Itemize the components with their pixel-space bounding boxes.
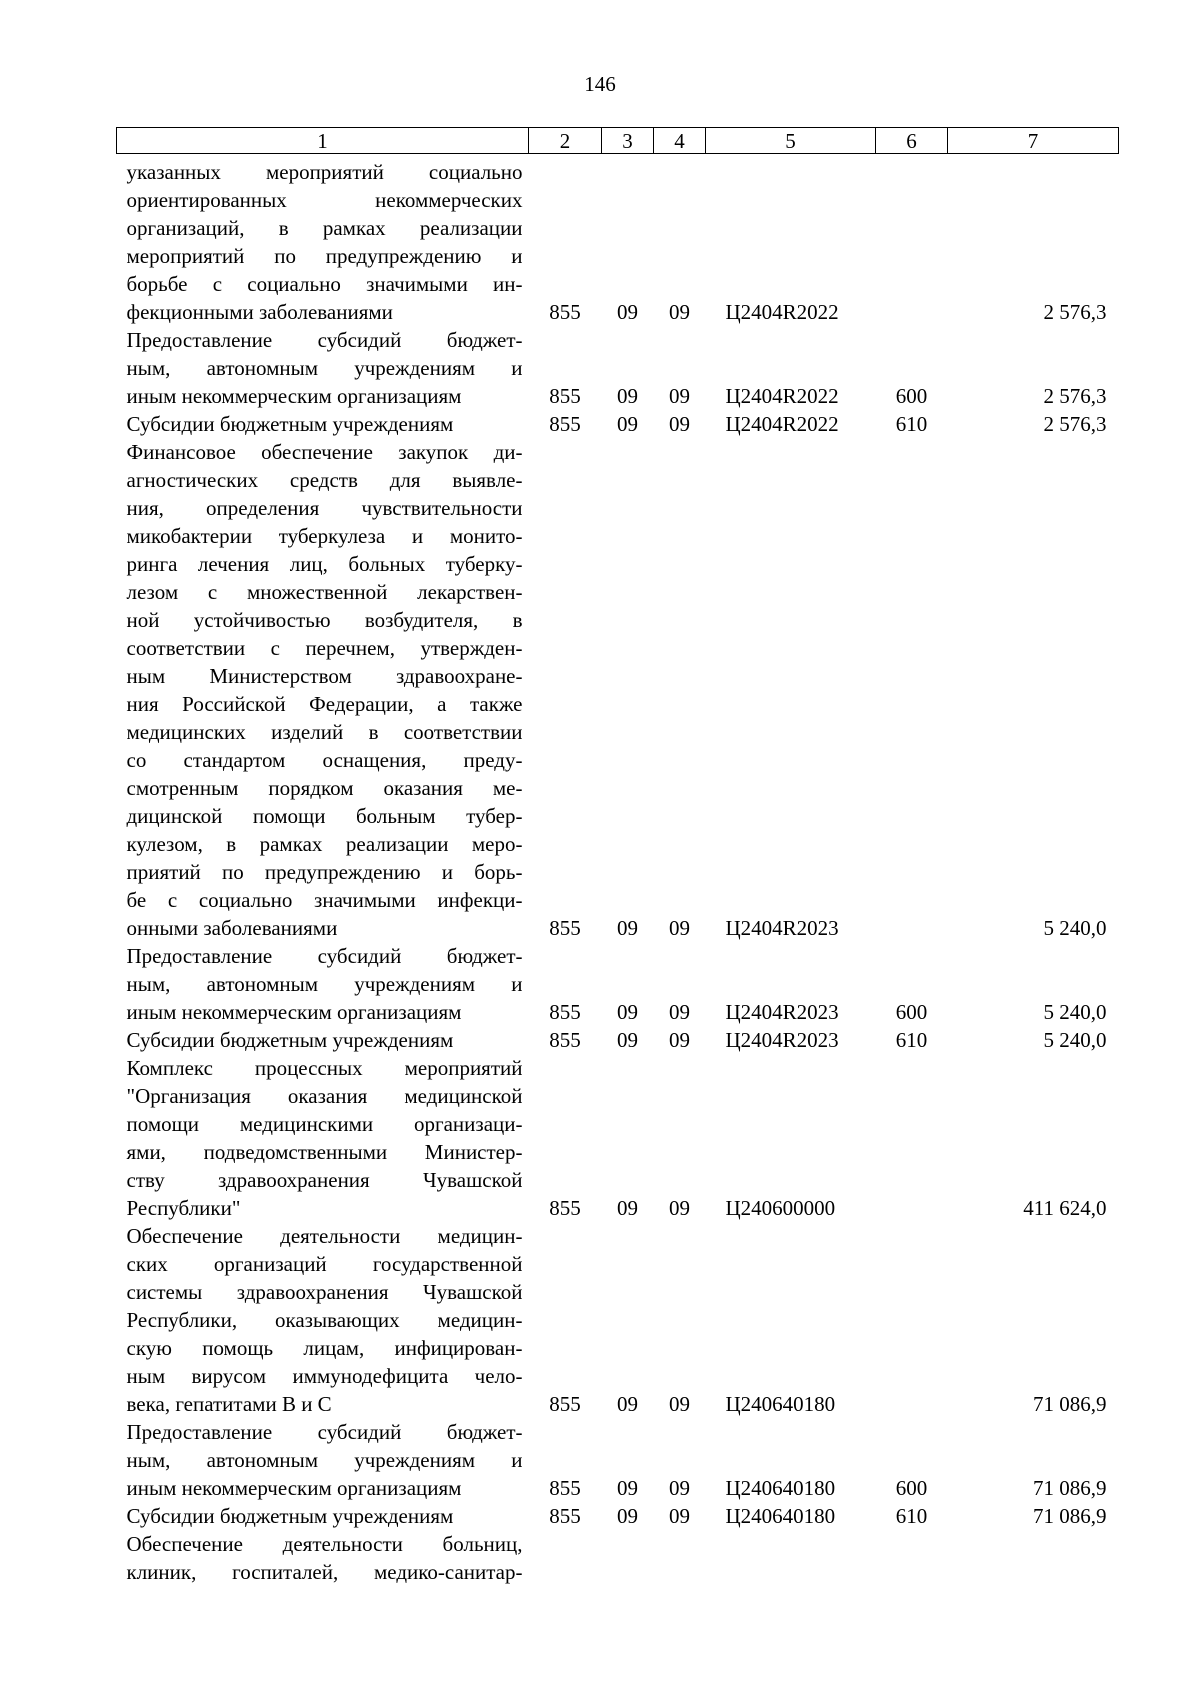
table-row <box>117 1502 1119 1530</box>
header-col-1: 1 <box>117 128 529 154</box>
row-chapter-code: 855 <box>549 1028 581 1052</box>
description-line: бе с социально значимыми инфекци- <box>126 888 523 912</box>
description-line: ния Российской Федерации, а также <box>126 692 523 716</box>
row-subsection-code: 09 <box>669 1196 690 1220</box>
row-target-article: Ц2404R2023 <box>725 1000 839 1024</box>
row-subsection-code: 09 <box>669 1000 690 1024</box>
row-chapter-code: 855 <box>549 1196 581 1220</box>
row-expense-type: 600 <box>895 1000 928 1024</box>
description-line: Субсидии бюджетным учреждениям <box>126 1028 454 1052</box>
row-description <box>117 1502 529 1530</box>
description-line: Субсидии бюджетным учреждениям <box>126 412 454 436</box>
row-subsection-code: 09 <box>669 1028 690 1052</box>
row-expense-type <box>876 1530 948 1586</box>
table-row <box>117 410 1119 438</box>
row-chapter-code: 855 <box>549 1000 581 1024</box>
description-line: Предоставление субсидий бюджет- <box>126 1420 523 1444</box>
row-expense-type <box>876 1054 948 1222</box>
description-line: дицинской помощи больным тубер- <box>126 804 523 828</box>
table-row <box>117 1530 1119 1586</box>
row-target-article: Ц2404R2022 <box>725 384 839 408</box>
row-amount <box>948 1530 1119 1586</box>
row-expense-type <box>876 438 948 942</box>
row-target-article: Ц2404R2023 <box>725 1028 839 1052</box>
description-line: Обеспечение деятельности больниц, <box>126 1532 523 1556</box>
description-line: Предоставление субсидий бюджет- <box>126 944 523 968</box>
description-line: иным некоммерческим организациям <box>126 1476 462 1500</box>
table-row <box>117 1222 1119 1418</box>
row-section-code: 09 <box>617 1476 638 1500</box>
row-target-article: Ц240640180 <box>725 1476 836 1500</box>
description-line: со стандартом оснащения, преду- <box>126 748 523 772</box>
row-section-code: 09 <box>617 384 638 408</box>
description-line: ринга лечения лиц, больных туберку- <box>126 552 523 576</box>
description-line: помощи медицинскими организаци- <box>126 1112 523 1136</box>
row-target-article <box>706 1530 876 1586</box>
description-line: ния, определения чувствительности <box>126 496 523 520</box>
description-line: ной устойчивостью возбудителя, в <box>126 608 523 632</box>
row-description <box>117 438 529 942</box>
header-col-2: 2 <box>529 128 602 154</box>
table-row <box>117 1418 1119 1502</box>
row-description <box>117 1222 529 1418</box>
description-line: онными заболеваниями <box>126 916 338 940</box>
row-target-article: Ц240600000 <box>725 1196 836 1220</box>
description-line: ориентированных некоммерческих <box>126 188 523 212</box>
description-line: Республики" <box>126 1196 241 1220</box>
description-line: ным вирусом иммунодефицита чело- <box>126 1364 523 1388</box>
row-description <box>117 1026 529 1054</box>
row-chapter-code <box>529 1530 602 1586</box>
description-line: соответствии с перечнем, утвержден- <box>126 636 523 660</box>
row-description <box>117 1530 529 1586</box>
row-subsection-code: 09 <box>669 1392 690 1416</box>
row-subsection-code: 09 <box>669 916 690 940</box>
description-line: фекционными заболеваниями <box>126 300 393 324</box>
description-line: "Организация оказания медицинской <box>126 1084 523 1108</box>
row-amount: 2 576,3 <box>1043 384 1107 408</box>
row-section-code: 09 <box>617 1504 638 1528</box>
row-expense-type <box>876 1222 948 1418</box>
row-amount: 5 240,0 <box>1043 916 1107 940</box>
header-col-3: 3 <box>602 128 654 154</box>
row-target-article: Ц2404R2023 <box>725 916 839 940</box>
row-amount: 2 576,3 <box>1043 300 1107 324</box>
description-line: ным, автономным учреждениям и <box>126 1448 523 1472</box>
row-expense-type: 610 <box>895 412 928 436</box>
table-row <box>117 1054 1119 1222</box>
row-amount: 5 240,0 <box>1043 1000 1107 1024</box>
description-line: приятий по предупреждению и борь- <box>126 860 523 884</box>
row-chapter-code: 855 <box>549 384 581 408</box>
row-chapter-code: 855 <box>549 1504 581 1528</box>
description-line: иным некоммерческим организациям <box>126 384 462 408</box>
row-chapter-code: 855 <box>549 916 581 940</box>
row-chapter-code: 855 <box>549 300 581 324</box>
row-section-code: 09 <box>617 1000 638 1024</box>
row-expense-type: 600 <box>895 1476 928 1500</box>
row-section-code: 09 <box>617 1392 638 1416</box>
row-description <box>117 1054 529 1222</box>
row-expense-type <box>876 154 948 327</box>
description-line: смотренным порядком оказания ме- <box>126 776 523 800</box>
row-subsection-code: 09 <box>669 1476 690 1500</box>
description-line: ным, автономным учреждениям и <box>126 972 523 996</box>
row-amount: 71 086,9 <box>1033 1392 1107 1416</box>
description-line: Финансовое обеспечение закупок ди- <box>126 440 523 464</box>
row-amount: 2 576,3 <box>1043 412 1107 436</box>
row-chapter-code: 855 <box>549 412 581 436</box>
row-subsection-code <box>654 1530 706 1586</box>
description-line: системы здравоохранения Чувашской <box>126 1280 523 1304</box>
row-section-code <box>602 1530 654 1586</box>
row-amount: 71 086,9 <box>1033 1476 1107 1500</box>
row-target-article: Ц240640180 <box>725 1392 836 1416</box>
description-line: ным Министерством здравоохране- <box>126 664 523 688</box>
description-line: ских организаций государственной <box>126 1252 523 1276</box>
row-target-article: Ц240640180 <box>725 1504 836 1528</box>
description-line: иным некоммерческим организациям <box>126 1000 462 1024</box>
row-expense-type: 600 <box>895 384 928 408</box>
page-number: 146 <box>584 72 616 96</box>
row-description <box>117 326 529 410</box>
header-row <box>117 128 1119 154</box>
description-line: века, гепатитами В и С <box>126 1392 332 1416</box>
description-line: Комплекс процессных мероприятий <box>126 1056 523 1080</box>
header-col-5: 5 <box>706 128 876 154</box>
description-line: мероприятий по предупреждению и <box>126 244 523 268</box>
description-line: борьбе с социально значимыми ин- <box>126 272 523 296</box>
row-target-article: Ц2404R2022 <box>725 300 839 324</box>
table-row <box>117 942 1119 1026</box>
description-line: лезом с множественной лекарствен- <box>126 580 523 604</box>
row-subsection-code: 09 <box>669 384 690 408</box>
row-subsection-code: 09 <box>669 412 690 436</box>
row-section-code: 09 <box>617 300 638 324</box>
description-line: медицинских изделий в соответствии <box>126 720 523 744</box>
description-line: клиник, госпиталей, медико-санитар- <box>126 1560 523 1584</box>
header-col-6: 6 <box>876 128 948 154</box>
table-row <box>117 438 1119 942</box>
table-body <box>117 154 1119 1587</box>
row-description <box>117 410 529 438</box>
row-subsection-code: 09 <box>669 1504 690 1528</box>
row-expense-type: 610 <box>895 1504 928 1528</box>
row-chapter-code: 855 <box>549 1476 581 1500</box>
row-section-code: 09 <box>617 916 638 940</box>
description-line: организаций, в рамках реализации <box>126 216 523 240</box>
row-section-code: 09 <box>617 412 638 436</box>
description-line: агностических средств для выявле- <box>126 468 523 492</box>
row-description <box>117 154 529 327</box>
description-line: Республики, оказывающих медицин- <box>126 1308 523 1332</box>
description-line: ству здравоохранения Чувашской <box>126 1168 523 1192</box>
table-row <box>117 326 1119 410</box>
header-col-7: 7 <box>948 128 1119 154</box>
row-description <box>117 942 529 1026</box>
description-line: скую помощь лицам, инфицирован- <box>126 1336 523 1360</box>
description-line: указанных мероприятий социально <box>126 160 523 184</box>
row-amount: 5 240,0 <box>1043 1028 1107 1052</box>
row-section-code: 09 <box>617 1028 638 1052</box>
row-description <box>117 1418 529 1502</box>
description-line: Субсидии бюджетным учреждениям <box>126 1504 454 1528</box>
description-line: Обеспечение деятельности медицин- <box>126 1224 523 1248</box>
description-line: ным, автономным учреждениям и <box>126 356 523 380</box>
table-row <box>117 154 1119 327</box>
description-line: Предоставление субсидий бюджет- <box>126 328 523 352</box>
row-target-article: Ц2404R2022 <box>725 412 839 436</box>
row-subsection-code: 09 <box>669 300 690 324</box>
description-line: микобактерии туберкулеза и монито- <box>126 524 523 548</box>
row-amount: 71 086,9 <box>1033 1504 1107 1528</box>
description-line: ями, подведомственными Министер- <box>126 1140 523 1164</box>
row-chapter-code: 855 <box>549 1392 581 1416</box>
row-expense-type: 610 <box>895 1028 928 1052</box>
description-line: кулезом, в рамках реализации меро- <box>126 832 523 856</box>
table-row <box>117 1026 1119 1054</box>
row-amount: 411 624,0 <box>1023 1196 1107 1220</box>
row-section-code: 09 <box>617 1196 638 1220</box>
budget-table <box>116 127 1119 1586</box>
header-col-4: 4 <box>654 128 706 154</box>
